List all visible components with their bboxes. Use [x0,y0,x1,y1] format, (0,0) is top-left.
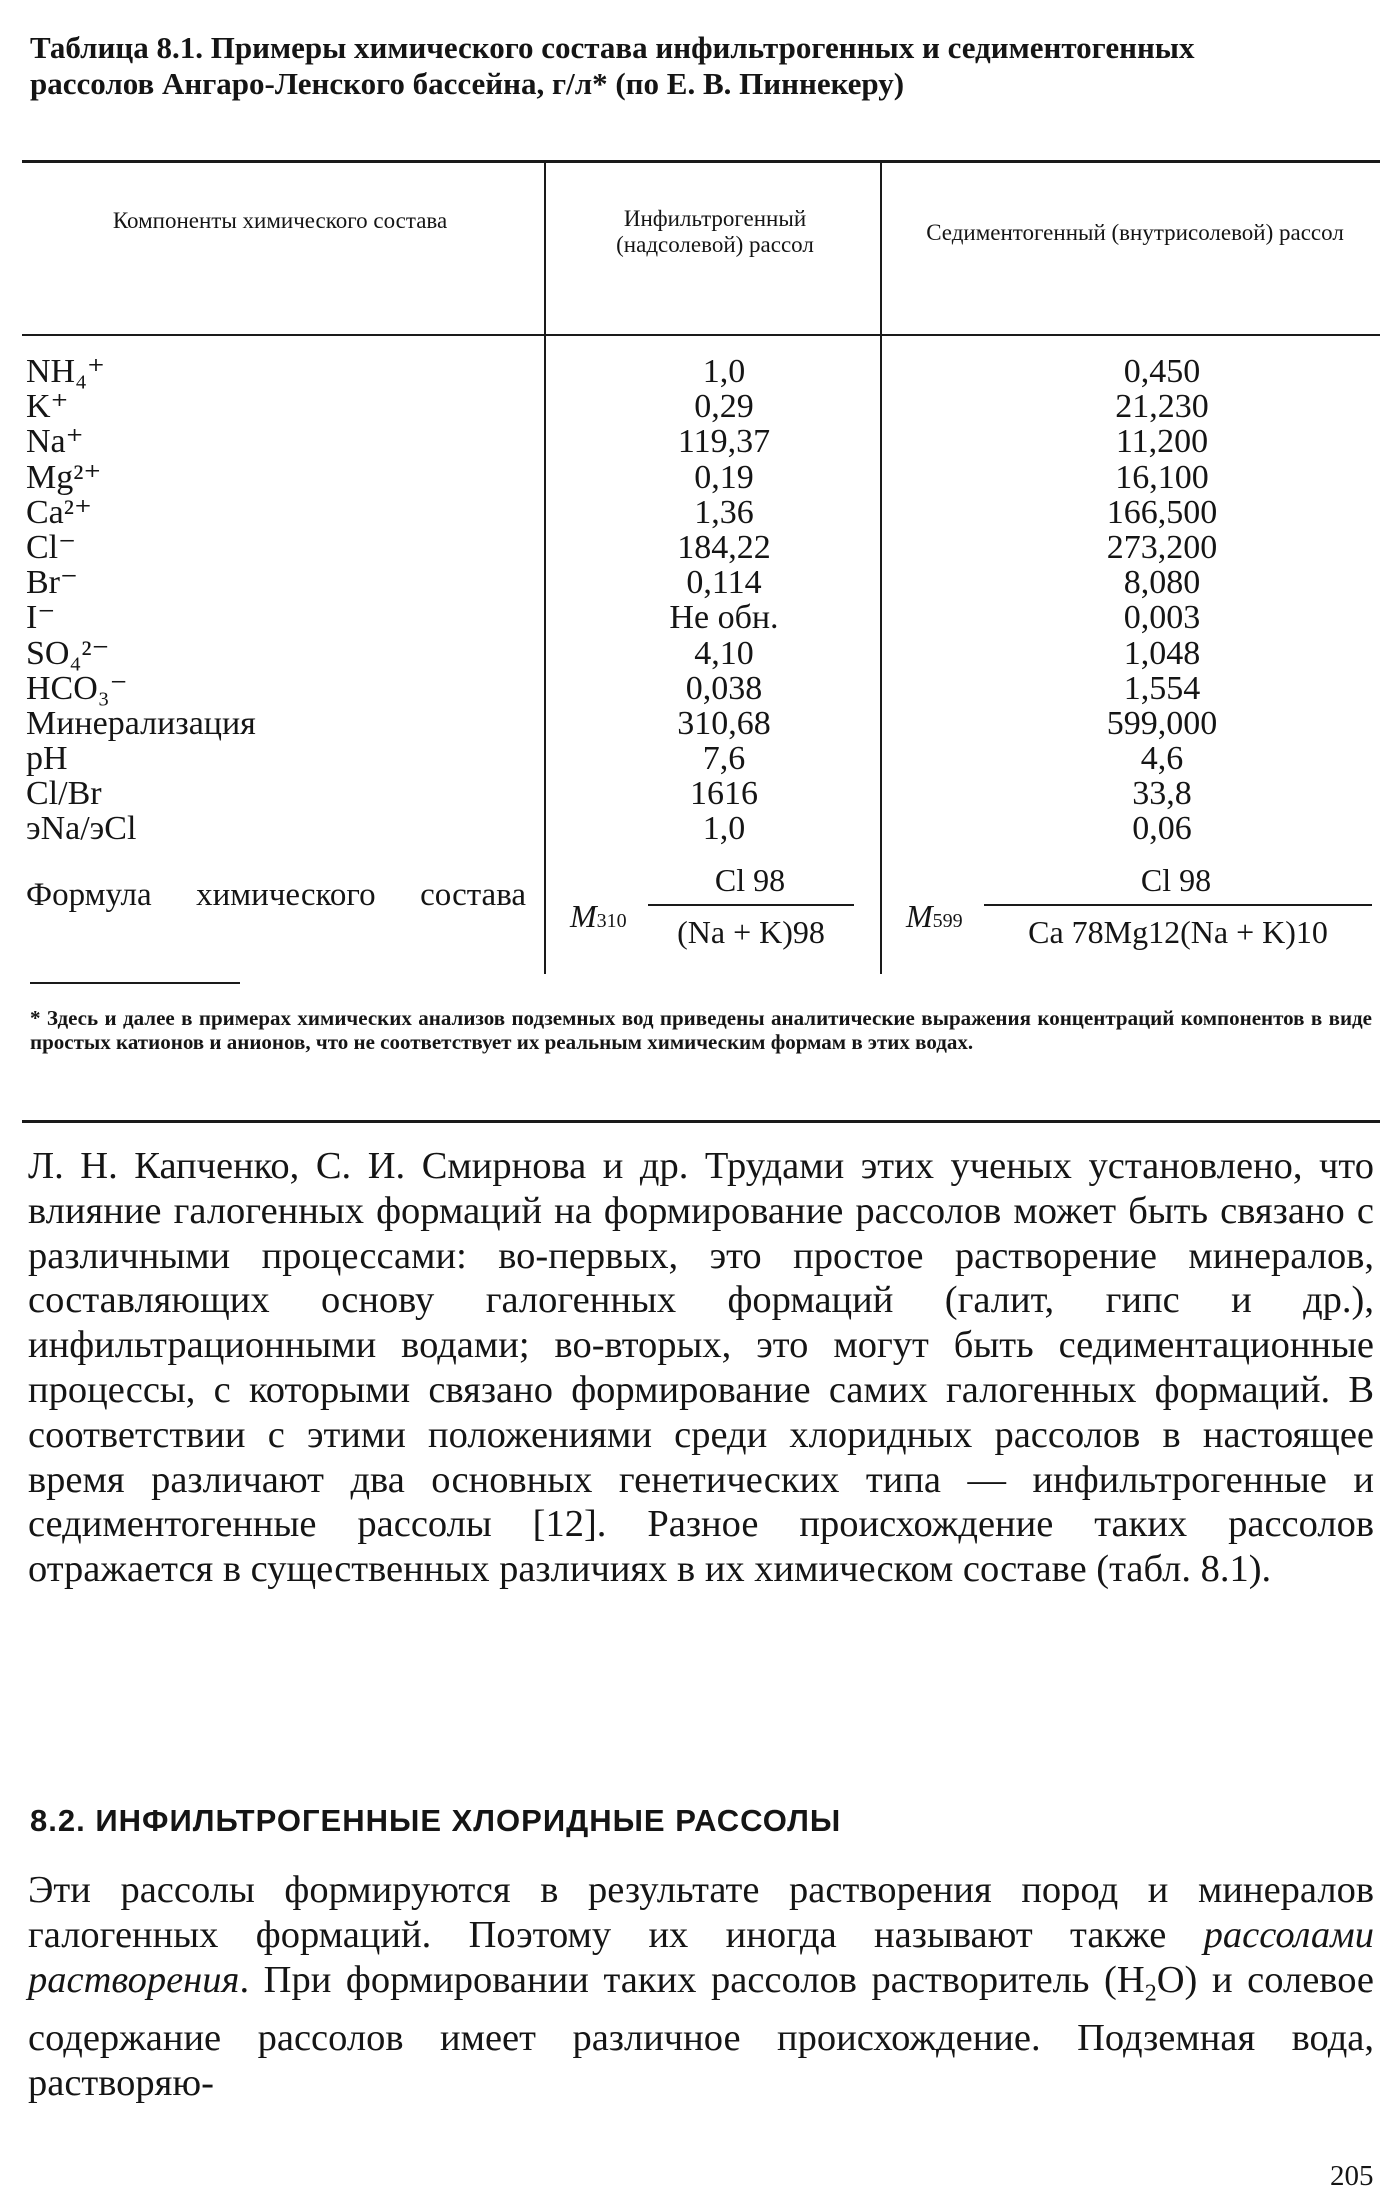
table-cell-component: SO₄²⁻ [26,634,110,672]
table-cell-sedimentation: 4,6 [1140,740,1184,778]
table-top-rule [22,160,1380,163]
table-cell-sedimentation: 21,230 [1115,388,1209,426]
italic-term: рассолами растворения [28,1913,1374,2001]
table-cell-infiltration: Не обн. [669,599,779,637]
table-cell-infiltration: 119,37 [677,423,771,461]
section-heading: 8.2. ИНФИЛЬТРОГЕННЫЕ ХЛОРИДНЫЕ РАССОЛЫ [30,1803,842,1838]
table-cell-infiltration: 0,29 [694,388,754,426]
formula-sedimentation [906,862,1376,962]
column-components [26,354,546,847]
table-cell-infiltration: 4,10 [694,634,754,672]
table-cell-sedimentation: 33,8 [1132,775,1192,813]
formula-denominator: Ca 78Mg12(Na + K)10 [1028,914,1328,950]
table-cell-infiltration: 0,19 [694,458,754,496]
paragraph: Л. Н. Капченко, С. И. Смирнова и др. Трудами этих ученых установлено, что влияние галогенных формаций на формирование рассолов может быть связано с различными процессами: во-первых, это простое растворение минералов, составляющих основу галогенных формаций (галит, гипс и др.), инфильтрационными водами; во-вторых, это могут быть седиментационные процессы, с которыми связано формирование самих галогенных формаций. В соответствии с этими положениями среди хлоридных рассолов в настоящее время различают два основных генетических типа — инфильтрогенные и седиментогенные рассолы [12]. Разное происхождение таких рассолов отражается в существенных различиях в их химическом составе (табл. 8.1). [28,1145,1374,1591]
table-cell-component: I⁻ [26,599,56,637]
header-component: Компоненты химического состава [112,208,448,233]
table-footnote: * Здесь и далее в примерах химических анализов подземных вод приведены аналитические выражения концентраций компонентов в виде простых катионов и анионов, что не соответствует их реальным химическим формам в этих водах. [30,1006,1372,1054]
table-cell-component: NH₄⁺ [26,353,105,390]
formula-infiltration [570,862,870,962]
table-cell-sedimentation: 16,100 [1115,458,1209,496]
table-cell-sedimentation: 0,450 [1123,353,1201,390]
table-cell-infiltration: 1616 [690,775,758,813]
table-cell-sedimentation: 599,000 [1106,704,1218,742]
formula-numerator: Cl 98 [714,862,786,898]
table-cell-infiltration: 7,6 [702,740,746,778]
page-number: 205 [1330,2160,1374,2192]
table-cell-component: эNa/эCl [26,810,137,848]
table-cell-component: Cl/Br [26,775,102,813]
table-cell-sedimentation: 0,06 [1132,810,1192,848]
table-cell-infiltration: 310,68 [677,704,771,742]
table-header-rule [22,334,1380,336]
table-cell-infiltration: 0,038 [685,669,763,707]
fraction-bar [648,904,854,906]
table-cell-component: Ca²⁺ [26,493,92,531]
fraction-bar [984,904,1372,906]
water-formula: $H_2O$ [1116,1958,1185,2007]
column-sedimentation [884,354,1380,847]
table-cell-component: Минерализация [26,704,256,742]
table-cell-sedimentation: 166,500 [1106,493,1218,531]
formula-denominator: (Na + K)98 [677,914,825,950]
table-cell-sedimentation: 1,554 [1123,669,1201,707]
header-infiltration: Инфильтрогенный (надсолевой) рассол [616,206,814,257]
table-cell-infiltration: 1,36 [694,493,754,531]
table-cell-infiltration: 0,114 [686,564,762,602]
formula-m-subscript: 599 [932,910,963,932]
table-cell-component: pH [26,740,68,778]
table-caption: Таблица 8.1. Примеры химического состава инфильтрогенных и седиментогенных рассолов Ангаро-Ленского бассейна, г/л* (по Е. В. Пиннекеру) [30,30,1195,101]
table-bottom-rule [22,1120,1380,1123]
table-cell-sedimentation: 1,048 [1123,634,1201,672]
formula-m: M310 [570,898,627,934]
table-cell-infiltration: 1,0 [702,353,746,390]
formula-m-subscript: 310 [596,910,627,932]
table-column-divider [880,162,882,974]
formula-m: M599 [906,898,963,934]
table-cell-sedimentation: 273,200 [1106,528,1218,566]
table-cell-sedimentation: 8,080 [1123,564,1201,602]
table-cell-sedimentation: 11,200 [1115,423,1209,461]
table-cell-infiltration: 1,0 [702,810,746,848]
table-cell-component: HCO₃⁻ [26,669,128,707]
paragraph: Эти рассолы формируются в результате растворения пород и минералов галогенных формаций. Поэтому их иногда называют также рассолами растворения. При формировании таких рассолов растворитель $(H_2O)$ и солевое содержание рассолов имеет различное происхождение. Подземная вода, растворяю- [28,1869,1375,2104]
table-cell-infiltration: 184,22 [677,528,771,566]
table-cell-sedimentation: 0,003 [1123,599,1201,637]
formula-row-label: Формула химического состава [26,877,526,913]
formula-numerator: Cl 98 [1140,862,1212,898]
table-cell-component: Br⁻ [26,564,78,602]
table-cell-component: Na⁺ [26,423,84,461]
table-cell-component: Cl⁻ [26,528,77,566]
column-infiltration [548,354,880,847]
table-cell-component: K⁺ [26,388,69,426]
footnote-rule [30,982,240,984]
table-cell-component: Mg²⁺ [26,458,102,496]
header-sedimentation: Седиментогенный (внутрисолевой) рассол [926,220,1344,245]
